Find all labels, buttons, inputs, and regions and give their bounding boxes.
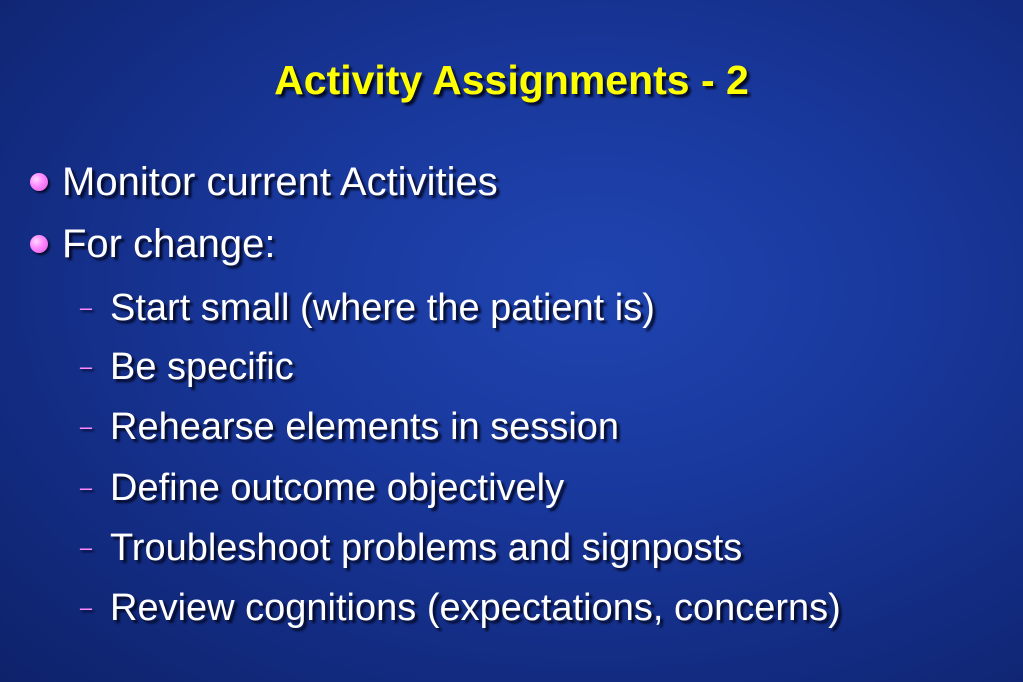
bullet-item	[30, 157, 498, 207]
dash-bullet-icon: –	[79, 354, 93, 379]
sub-bullet-text: Define outcome objectively	[110, 467, 565, 509]
bullet-text: For change:	[62, 222, 276, 266]
sub-bullet-item	[72, 524, 742, 572]
sub-bullet-item	[72, 464, 564, 512]
dash-bullet-icon: –	[79, 295, 93, 320]
bullet-item	[30, 219, 275, 269]
sub-bullet-item	[72, 284, 655, 332]
sub-bullet-text: Rehearse elements in session	[110, 406, 620, 448]
pink-circle-bullet-icon	[30, 173, 48, 191]
dash-bullet-icon: –	[79, 595, 93, 620]
sub-bullet-item	[72, 403, 619, 451]
sub-bullet-text: Review cognitions (expectations, concerns)	[110, 587, 841, 629]
dash-bullet-icon: –	[79, 535, 93, 560]
dash-bullet-icon: –	[79, 414, 93, 439]
slide-title: Activity Assignments - 2	[274, 57, 749, 103]
bullet-text: Monitor current Activities	[62, 160, 498, 204]
dash-bullet-icon: –	[79, 475, 93, 500]
sub-bullet-item	[72, 343, 294, 391]
pink-circle-bullet-icon	[30, 235, 48, 253]
sub-bullet-text: Troubleshoot problems and signposts	[110, 527, 743, 569]
sub-bullet-item	[72, 584, 841, 632]
sub-bullet-text: Start small (where the patient is)	[110, 287, 655, 329]
sub-bullet-text: Be specific	[110, 346, 294, 388]
